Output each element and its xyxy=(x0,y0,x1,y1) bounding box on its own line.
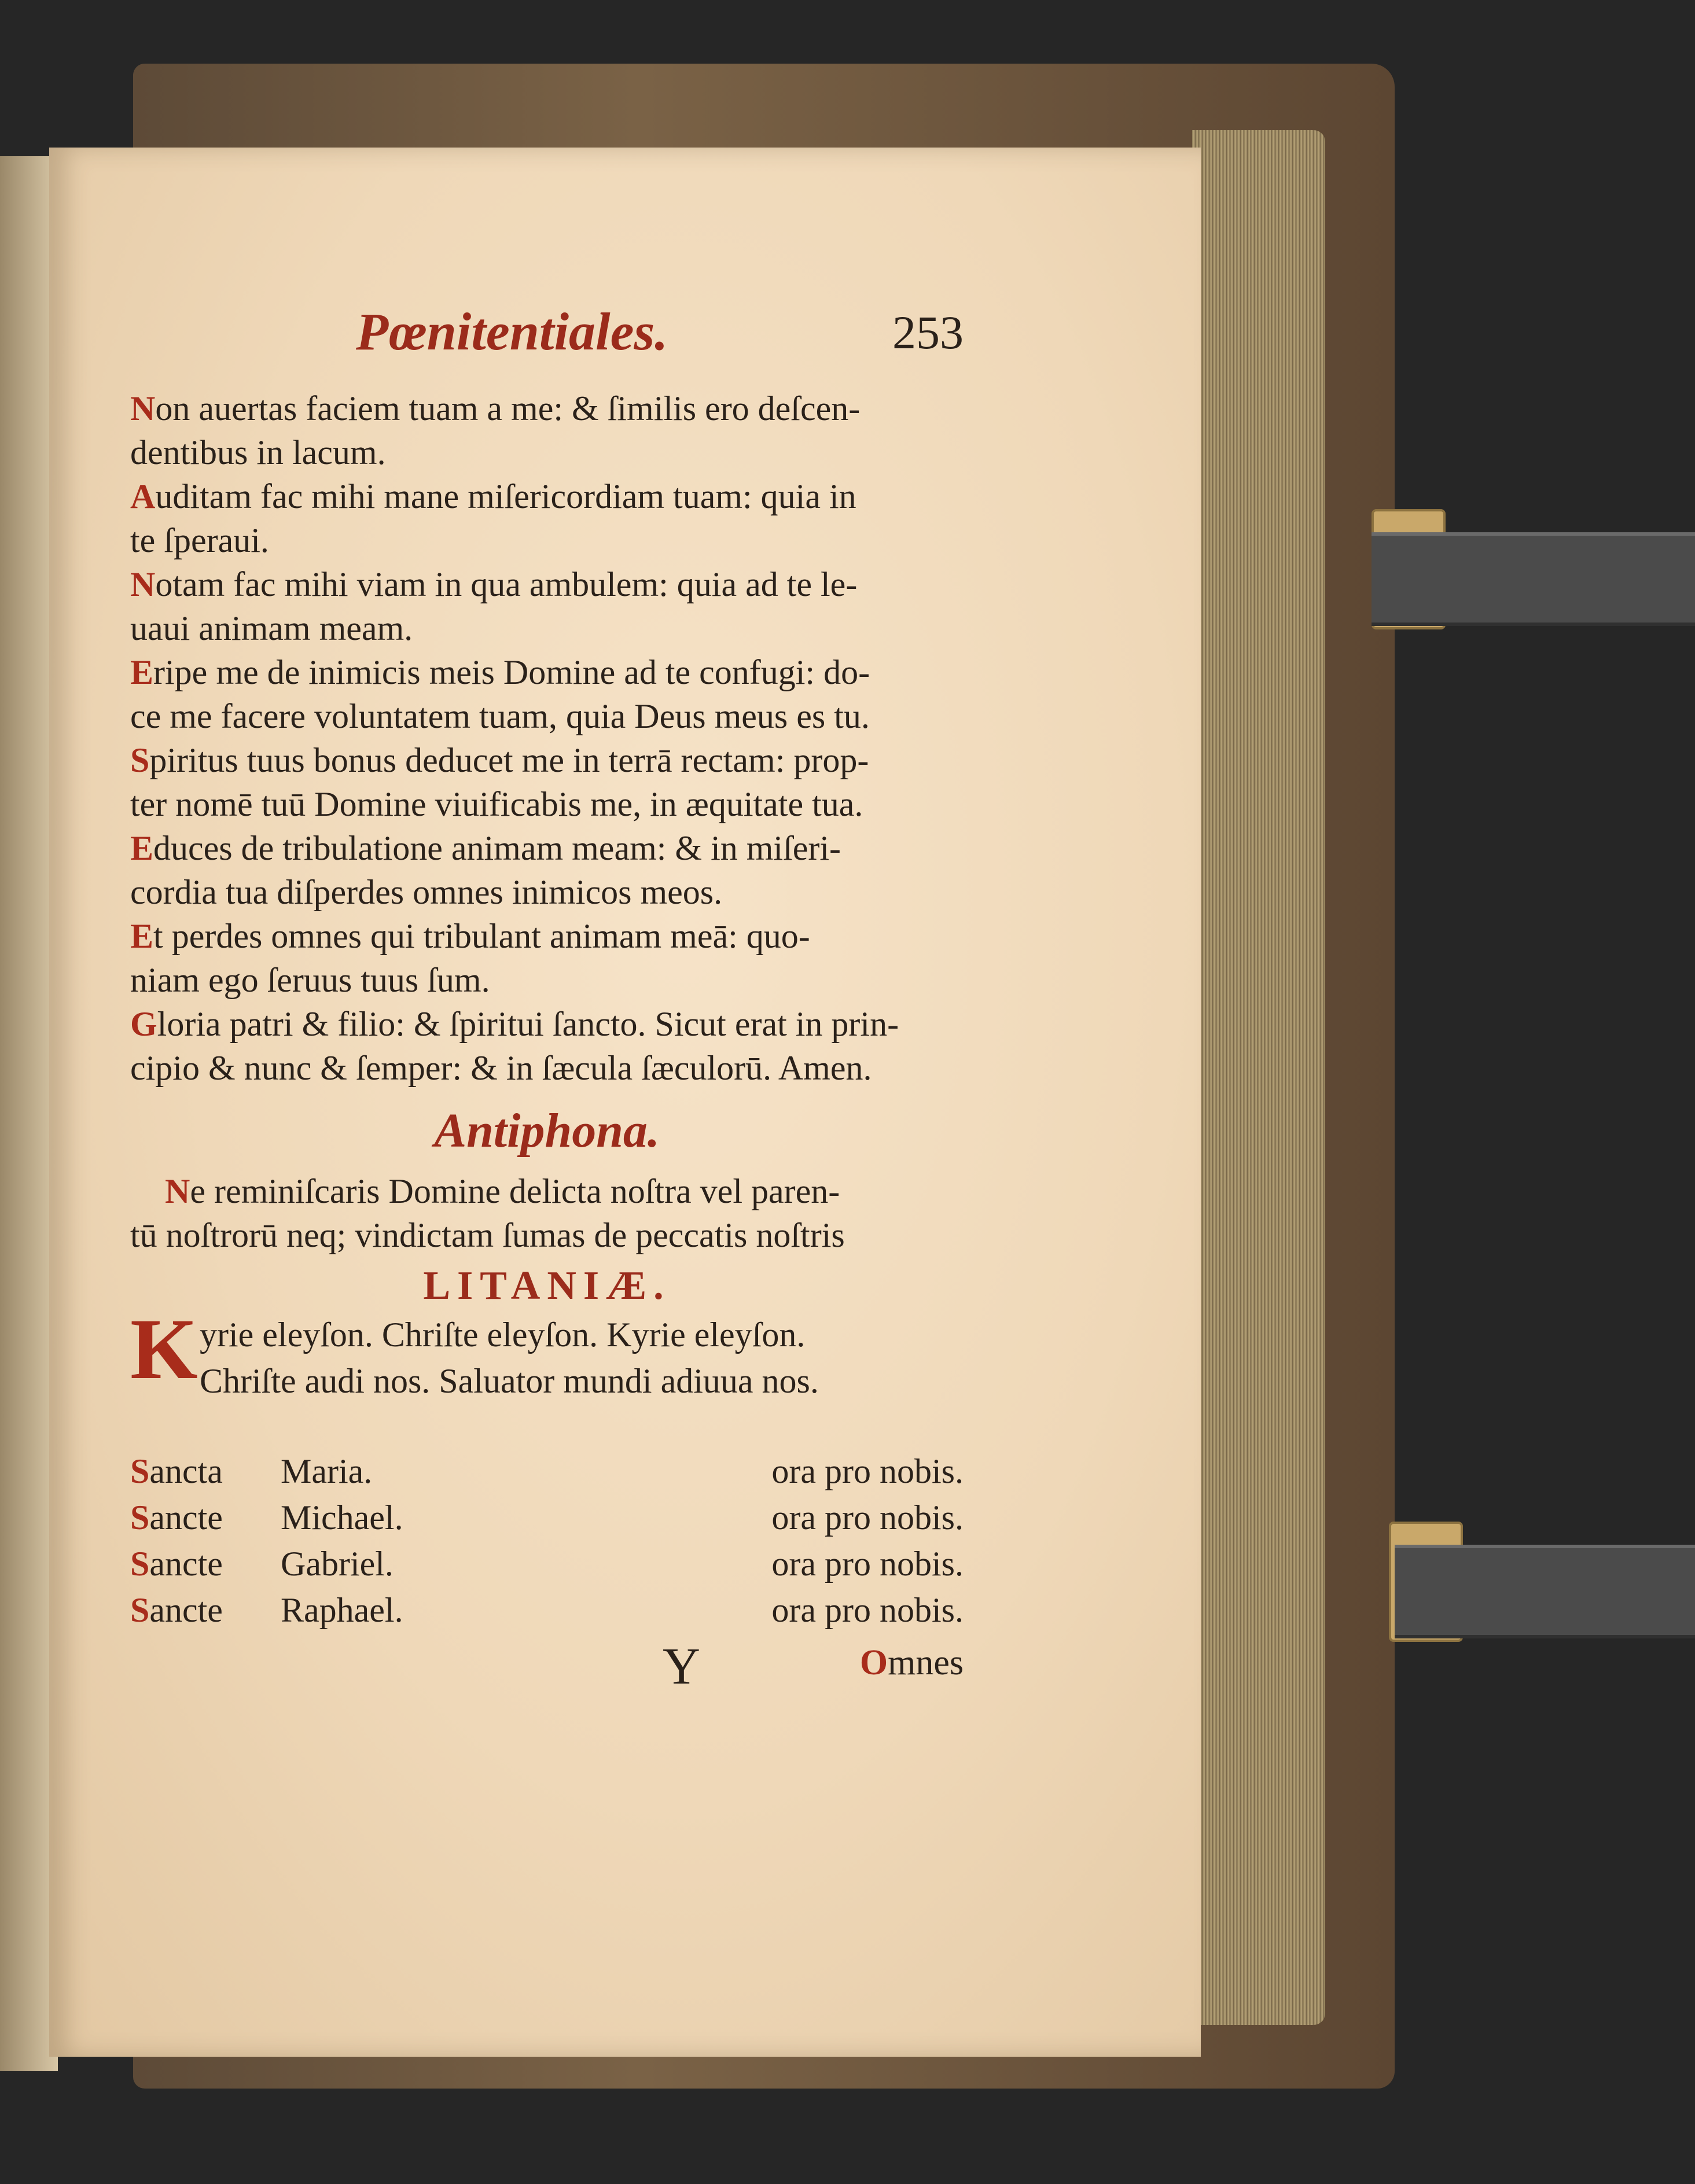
verse-text: otam fac mihi viam in qua ambulem: quia ad te le- xyxy=(155,565,858,603)
saint-name: Gabriel. xyxy=(281,1545,394,1583)
saint-name: Michael. xyxy=(281,1498,403,1537)
antiphon-text-2: tū noſtrorū neq; vindictam ſumas de peccatis noſtris xyxy=(130,1216,845,1254)
saint-row xyxy=(130,1498,964,1544)
verse-line xyxy=(130,386,964,430)
verse-initial: N xyxy=(130,565,156,603)
catchword-initial: O xyxy=(859,1643,888,1682)
kyrie-line-1: yrie eleyſon. Chriſte eleyſon. Kyrie eleyſon. xyxy=(200,1316,806,1354)
verse-text: duces de tribulatione animam meam: & in miſeri- xyxy=(153,829,841,867)
verse-line xyxy=(130,562,964,606)
text-block xyxy=(130,301,964,1700)
verse-line xyxy=(130,474,964,518)
antiphon-title: Antiphona. xyxy=(434,1104,660,1158)
verse-text: dentibus in lacum. xyxy=(130,433,386,472)
saint-word: ancta xyxy=(149,1452,223,1490)
verse-text: ter nomē tuū Domine viuificabis me, in æquitate tua. xyxy=(130,785,863,823)
saint-name: Raphael. xyxy=(281,1591,403,1629)
kyrie-line-2: Chriſte audi nos. Saluator mundi adiuua nos. xyxy=(200,1362,819,1400)
saint-response: ora pro nobis. xyxy=(771,1452,964,1490)
page-footer xyxy=(130,1638,964,1700)
verse-initial: A xyxy=(130,477,156,515)
verse-line xyxy=(130,430,964,474)
saint-response: ora pro nobis. xyxy=(771,1591,964,1629)
verse-line xyxy=(130,1046,964,1090)
verse-initial: E xyxy=(130,653,154,691)
verse-initial: N xyxy=(130,389,156,428)
verse-text: ce me facere voluntatem tuam, quia Deus meus es tu. xyxy=(130,697,870,735)
saint-word: ancte xyxy=(149,1498,223,1537)
verse-line xyxy=(130,694,964,738)
verse-initial: E xyxy=(130,917,154,955)
antiphon-text-1: e reminiſcaris Domine delicta noſtra vel paren- xyxy=(190,1172,840,1210)
catchword-text: mnes xyxy=(888,1643,964,1682)
saint-title xyxy=(130,1498,223,1538)
signature-mark: Y xyxy=(663,1638,700,1695)
clasp-strap-bottom xyxy=(1395,1545,1695,1638)
saint-title xyxy=(130,1544,223,1584)
saint-row xyxy=(130,1590,964,1637)
saint-word: ancte xyxy=(149,1591,223,1629)
verse-text: ripe me de inimicis meis Domine ad te confugi: do- xyxy=(153,653,870,691)
psalm-verses xyxy=(130,386,964,1090)
saint-initial: S xyxy=(130,1591,150,1629)
verse-text: cordia tua diſperdes omnes inimicos meos. xyxy=(130,873,723,911)
verse-initial: E xyxy=(130,829,154,867)
saint-row xyxy=(130,1544,964,1590)
saint-response: ora pro nobis. xyxy=(771,1498,964,1537)
page-number: 253 xyxy=(892,306,964,359)
clasp-strap-top xyxy=(1372,532,1695,626)
saint-name: Maria. xyxy=(281,1452,373,1490)
verse-line xyxy=(130,606,964,650)
verse-line xyxy=(130,1002,964,1046)
verse-text: t perdes omnes qui tribulant animam meā: quo- xyxy=(153,917,810,955)
verse-line xyxy=(130,914,964,958)
verse-line xyxy=(130,826,964,870)
verse-line xyxy=(130,782,964,826)
verse-text: piritus tuus bonus deducet me in terrā rectam: prop- xyxy=(149,741,869,779)
saints-list xyxy=(130,1452,964,1637)
saint-initial: S xyxy=(130,1545,150,1583)
antiphon-line xyxy=(130,1169,964,1213)
verse-initial: G xyxy=(130,1005,157,1043)
antiphon-initial: N xyxy=(165,1172,190,1210)
verse-text: te ſperaui. xyxy=(130,521,269,559)
verse-initial: S xyxy=(130,741,150,779)
saint-word: ancte xyxy=(149,1545,223,1583)
verse-text: uditam fac mihi mane miſericordiam tuam: quia in xyxy=(155,477,856,515)
antiphon-line xyxy=(130,1213,964,1257)
verse-line xyxy=(130,870,964,914)
saint-title xyxy=(130,1590,223,1630)
catchword xyxy=(860,1642,964,1684)
verse-line xyxy=(130,518,964,562)
page-fore-edge xyxy=(1192,130,1325,2025)
verse-text: niam ego ſeruus tuus ſum. xyxy=(130,961,490,999)
running-title: Pœnitentiales. xyxy=(356,302,668,361)
verse-text: uaui animam meam. xyxy=(130,609,413,647)
saint-initial: S xyxy=(130,1498,150,1537)
page-header xyxy=(130,301,964,382)
litany-big-initial: K xyxy=(130,1301,198,1397)
saint-title xyxy=(130,1452,223,1491)
verse-text: on auertas faciem tuam a me: & ſimilis ero deſcen- xyxy=(155,389,861,428)
saint-row xyxy=(130,1452,964,1498)
verse-text: loria patri & filio: & ſpiritui ſancto. Sicut erat in prin- xyxy=(157,1005,899,1043)
litany-title: LITANIÆ. xyxy=(423,1264,671,1308)
verse-line xyxy=(130,958,964,1002)
kyrie-block xyxy=(130,1301,964,1411)
verse-line xyxy=(130,650,964,694)
saint-response: ora pro nobis. xyxy=(771,1545,964,1583)
verse-text: cipio & nunc & ſemper: & in ſæcula ſæculorū. Amen. xyxy=(130,1049,872,1087)
verse-line xyxy=(130,738,964,782)
saint-initial: S xyxy=(130,1452,150,1490)
